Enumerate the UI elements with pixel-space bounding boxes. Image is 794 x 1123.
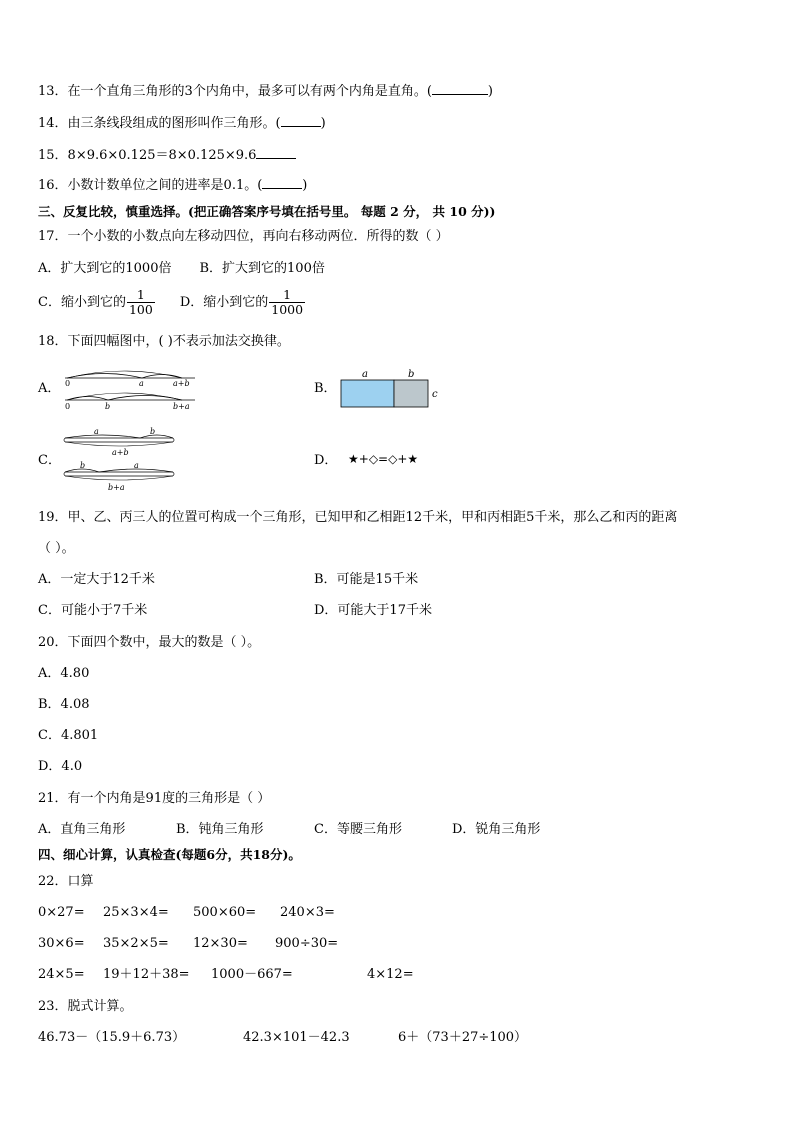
calc-item: 500×60= [193, 905, 257, 920]
step-calc-item: 6＋（73＋27÷100） [398, 1030, 528, 1045]
question-19-option-c[interactable]: C．可能小于7千米 [38, 603, 148, 618]
calc-item: 240×3= [280, 905, 335, 920]
step-calc-item: 42.3×101－42.3 [243, 1030, 350, 1045]
calc-item: 35×2×5= [103, 936, 169, 951]
fig-c-top-b: b [150, 427, 156, 436]
calc-item: 25×3×4= [103, 905, 169, 920]
option-c[interactable]: C．缩小到它的 $\frac{1}{100}$ [38, 287, 153, 317]
calc-item: 12×30= [193, 936, 248, 951]
question-21-option-c[interactable]: C．等腰三角形 [314, 822, 402, 837]
question-16 [38, 176, 307, 195]
answer-blank[interactable] [256, 146, 296, 159]
answer-blank[interactable] [262, 176, 302, 189]
question-20-option-b[interactable]: B．4.08 [38, 697, 90, 712]
question-13 [38, 82, 493, 101]
section-3-title: 三、反复比较，慎重选择。(把正确答案序号填在括号里。 每题 2 分， 共 10 分)) [38, 204, 496, 219]
question-15 [38, 146, 296, 165]
calc-item: 1000－667= [211, 967, 293, 982]
option-a[interactable]: A．扩大到它的1000倍 [38, 261, 172, 276]
fig-b-label-c: c [432, 389, 438, 400]
answer-blank[interactable] [281, 114, 321, 127]
question-14-text: 14．由三条线段组成的图形叫作三角形。( [38, 116, 281, 131]
paren-close: ) [320, 116, 326, 131]
option-d[interactable]: D．缩小到它的 $\frac{1}{1000}$ [179, 287, 304, 317]
fig-c-bot-sum: b+a [108, 483, 125, 492]
section-4-title: 四、细心计算，认真检查(每题6分，共18分)。 [38, 847, 301, 862]
fig-b-label-b: b [408, 369, 415, 380]
option-b[interactable]: B．扩大到它的100倍 [199, 261, 325, 276]
option-b-label[interactable]: B． [314, 381, 337, 396]
question-17-options-cd [38, 286, 306, 320]
figure-a-number-lines [60, 368, 200, 412]
question-21-option-b[interactable]: B．钝角三角形 [176, 822, 264, 837]
question-21-option-d[interactable]: D．锐角三角形 [452, 822, 541, 837]
question-16-text: 16．小数计数单位之间的进率是0.1。( [38, 178, 263, 193]
question-14 [38, 114, 326, 133]
fig-a-top-a: a [139, 379, 144, 388]
question-19-text: 19．甲、乙、丙三人的位置可构成一个三角形，已知甲和乙相距12千米，甲和丙相距5千米，那么乙和丙的距离 [38, 510, 678, 525]
calc-item: 19＋12＋38= [103, 967, 190, 982]
fig-c-top-sum: a+b [112, 448, 129, 457]
fraction-1-1000: $\frac{1}{1000}$ [271, 287, 304, 317]
question-13-text: 13．在一个直角三角形的3个内角中，最多可以有两个内角是直角。( [38, 84, 432, 99]
question-17-options-ab [38, 260, 325, 278]
question-20-option-d[interactable]: D．4.0 [38, 759, 83, 774]
fig-a-bot-b: b [105, 402, 111, 411]
question-15-text: 15．8×9.6×0.125＝8×0.125×9.6 [38, 148, 257, 163]
question-20-option-c[interactable]: C．4.801 [38, 728, 99, 743]
option-a-label[interactable]: A． [38, 381, 61, 396]
question-20-text: 20．下面四个数中，最大的数是（ ）。 [38, 635, 261, 650]
question-22-title: 22．口算 [38, 874, 94, 889]
fraction-1-100: $\frac{1}{100}$ [128, 287, 153, 317]
fig-a-bot-ba: b+a [173, 402, 190, 411]
question-18-text: 18．下面四幅图中，( )不表示加法交换律。 [38, 334, 290, 349]
fig-b-rect-a [341, 380, 394, 407]
option-d-label[interactable]: D． [314, 453, 338, 468]
calc-item: 4×12= [367, 967, 414, 982]
question-20-option-a[interactable]: A．4.80 [38, 666, 90, 681]
question-23-title: 23．脱式计算。 [38, 999, 133, 1014]
paren-close: ) [487, 84, 493, 99]
fig-b-rect-b [394, 380, 428, 407]
option-c-label[interactable]: C． [38, 453, 61, 468]
figure-c-segments [60, 424, 180, 494]
fig-c-bot-a: a [134, 461, 139, 470]
fig-c-bot-b: b [80, 461, 86, 470]
answer-blank[interactable] [432, 82, 488, 95]
fig-c-top-a: a [94, 427, 99, 436]
calc-item: 30×6= [38, 936, 85, 951]
paren-close: ) [302, 178, 308, 193]
figure-b-rectangle [336, 366, 446, 410]
fig-a-bot-0: 0 [65, 402, 71, 411]
question-19-paren[interactable]: （ ）。 [38, 541, 75, 556]
question-19-option-b[interactable]: B．可能是15千米 [314, 572, 419, 587]
question-17-text: 17．一个小数的小数点向左移动四位，再向右移动两位．所得的数（ ） [38, 229, 449, 244]
calc-item: 900÷30= [275, 936, 339, 951]
fig-b-label-a: a [362, 369, 368, 380]
question-21-text: 21．有一个内角是91度的三角形是（ ） [38, 791, 271, 806]
fig-a-top-0: 0 [65, 379, 71, 388]
calc-item: 24×5= [38, 967, 85, 982]
question-21-option-a[interactable]: A．直角三角形 [38, 822, 126, 837]
question-19-option-d[interactable]: D．可能大于17千米 [314, 603, 432, 618]
calc-item: 0×27= [38, 905, 85, 920]
question-19-option-a[interactable]: A．一定大于12千米 [38, 572, 155, 587]
step-calc-item: 46.73－（15.9＋6.73） [38, 1030, 186, 1045]
figure-d-formula: ★+◇=◇+★ [348, 452, 419, 466]
fig-a-top-ab: a+b [173, 379, 190, 388]
